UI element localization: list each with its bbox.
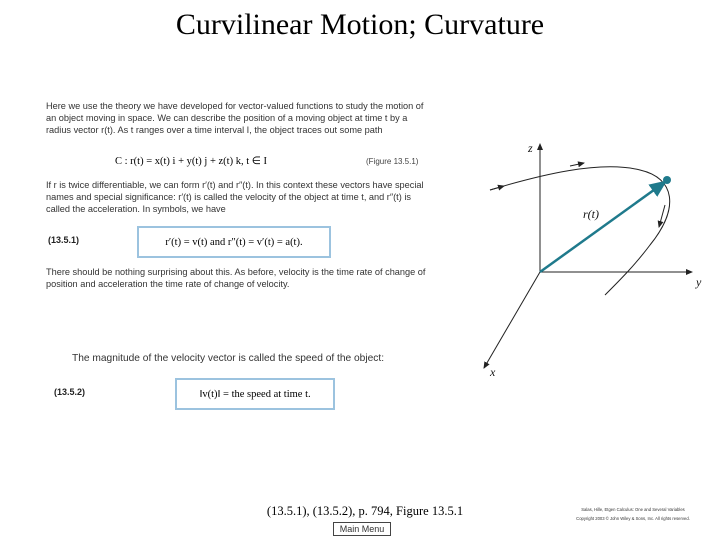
speed-equation: ‖v(t)‖ = the speed at time t.	[199, 388, 311, 400]
curve-figure	[470, 130, 715, 380]
copyright-line-2: Copyright 2003 © John Wiley & Sons, Inc. All rights reserved.	[576, 516, 690, 521]
intro-paragraph: Here we use the theory we have developed for vector-valued functions to study the motion of an object moving in space. We can describe the position of a moving object at time t by a radius vector r(t). As t ranges over a time interval I, the object traces out some path	[46, 101, 424, 135]
equation-label-2: (13.5.2)	[54, 387, 86, 397]
vector-label: r(t)	[583, 207, 599, 221]
object-position-point	[663, 176, 671, 184]
x-axis	[484, 272, 540, 368]
copyright-line-1: Salas, Hille, Etgen Calculus: One and Several Variables	[581, 507, 685, 512]
explanation-paragraph: There should be nothing surprising about this. As before, velocity is the time rate of change of position and acceleration the time rate of change of velocity.	[46, 267, 426, 289]
slide-title: Curvilinear Motion; Curvature	[175, 8, 545, 41]
speed-paragraph: The magnitude of the velocity vector is called the speed of the object:	[72, 353, 385, 364]
figure-caption: (13.5.1), (13.5.2), p. 794, Figure 13.5.1	[266, 504, 464, 518]
velocity-acceleration-equation: r′(t) = v(t) and r″(t) = v′(t) = a(t).	[165, 236, 303, 248]
copyright-notice	[548, 505, 718, 523]
main-menu-button[interactable]: Main Menu	[333, 522, 391, 536]
figure-reference: (Figure 13.5.1)	[366, 157, 419, 166]
z-axis-label: z	[528, 141, 533, 155]
velocity-acceleration-box	[137, 226, 331, 258]
x-axis-label: x	[490, 365, 496, 379]
motion-path-curve	[490, 167, 670, 295]
curve-arrow-left	[490, 186, 504, 190]
speed-box	[175, 378, 335, 410]
curve-arrow-upper	[570, 163, 584, 166]
derivative-paragraph: If r is twice differentiable, we can form r′(t) and r″(t). In this context these vectors have special names and special significance: r′(t) is called the velocity of the object at time t, and r″(t) is called the acceleration. In symbols, we have	[46, 180, 424, 214]
radius-vector	[540, 182, 665, 272]
y-axis-label: y	[696, 275, 702, 289]
equation-label-1: (13.5.1)	[48, 235, 80, 245]
path-equation: C : r(t) = x(t) i + y(t) j + z(t) k, t ∈ I	[115, 156, 268, 167]
